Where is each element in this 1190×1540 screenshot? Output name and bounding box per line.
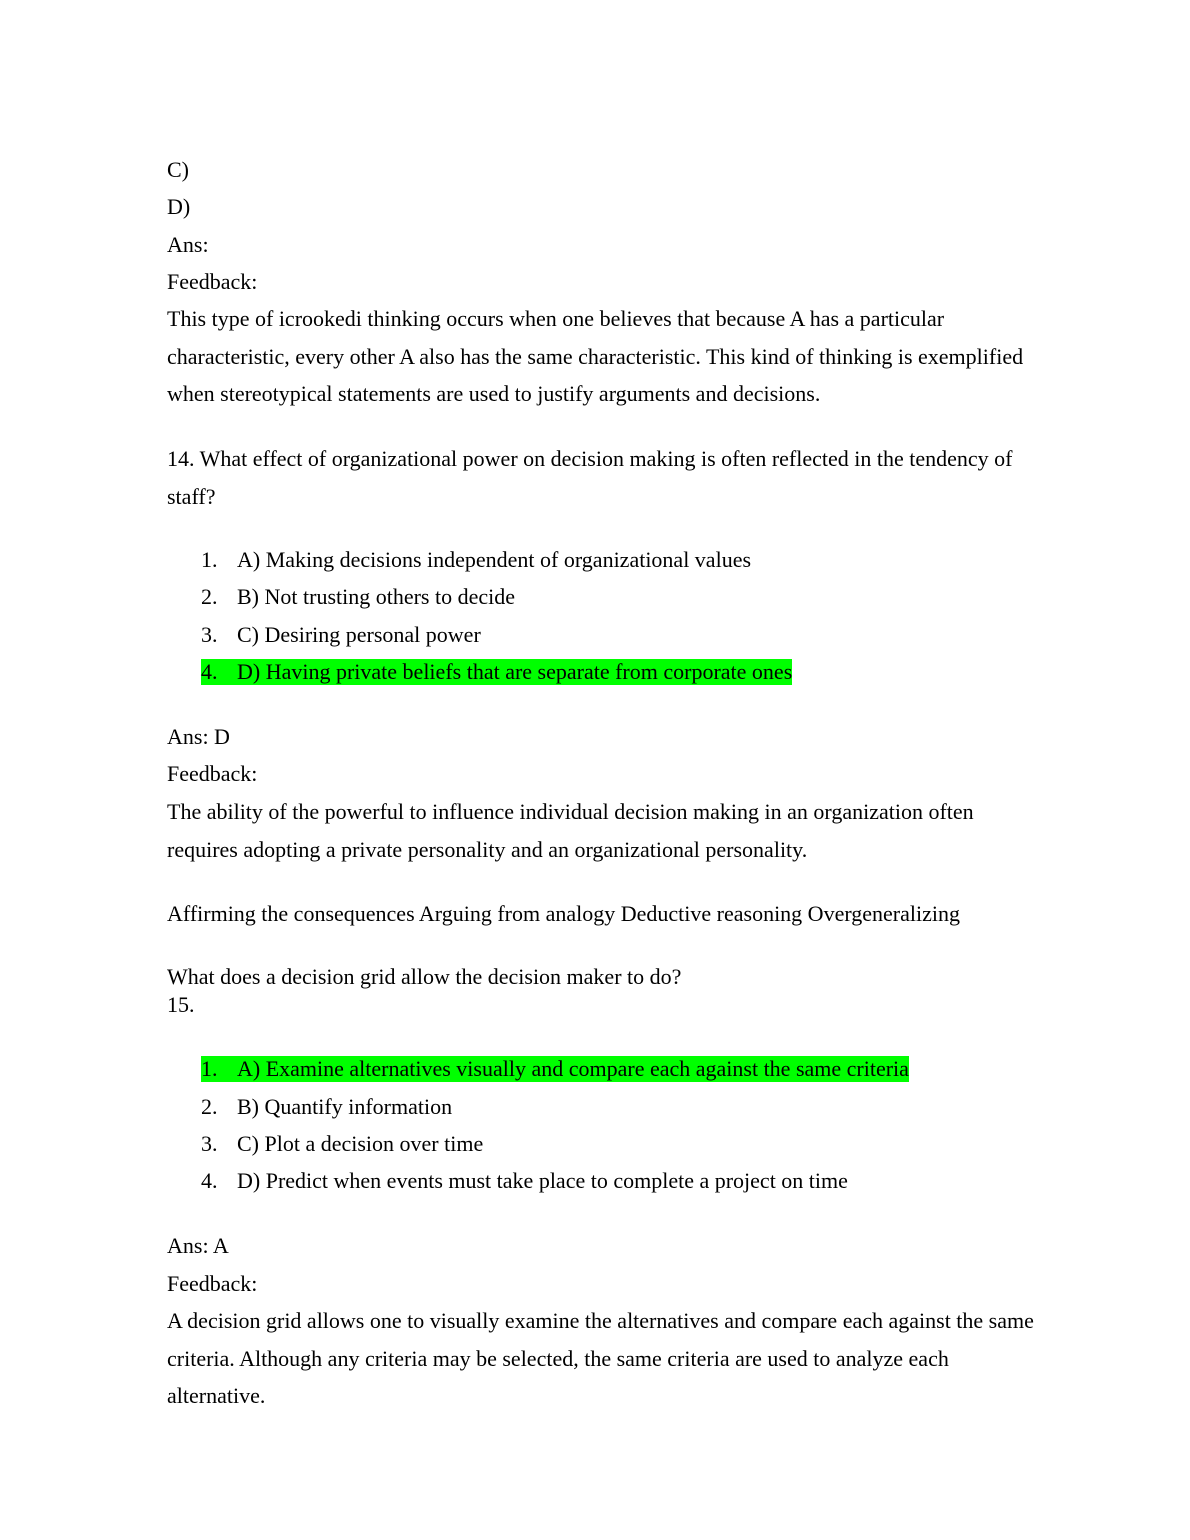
q15-feedback-label: Feedback: bbox=[167, 1271, 258, 1296]
q15-option-d bbox=[201, 1168, 848, 1194]
q14-option-c bbox=[201, 622, 481, 648]
q14-answer: Ans: D bbox=[167, 724, 230, 749]
option-number: 1. bbox=[201, 547, 218, 572]
option-number: 3. bbox=[201, 1131, 218, 1156]
q14-feedback-label: Feedback: bbox=[167, 761, 258, 786]
option-number: 2. bbox=[201, 1094, 218, 1119]
option-text: C) Desiring personal power bbox=[237, 622, 481, 647]
option-text: B) Quantify information bbox=[237, 1094, 453, 1119]
option-number: 2. bbox=[201, 584, 218, 609]
option-number: 3. bbox=[201, 622, 218, 647]
feedback-text: This type of icrookedi thinking occurs when one believes that because A has a particular characteristic, every other A also has the same characteristic. This kind of thinking is exemplified when stereotypical statements are used to justify arguments and decisions. bbox=[167, 306, 1024, 406]
option-text: D) Having private beliefs that are separate from corporate ones bbox=[237, 659, 793, 684]
option-text: C) Plot a decision over time bbox=[237, 1131, 484, 1156]
option-d-label: D) bbox=[167, 194, 191, 219]
option-number: 1. bbox=[201, 1056, 218, 1081]
option-number: 4. bbox=[201, 1168, 218, 1193]
option-text: B) Not trusting others to decide bbox=[237, 584, 516, 609]
q15-answer: Ans: A bbox=[167, 1233, 229, 1258]
q14-feedback-text: The ability of the powerful to influence individual decision making in an organization often requires adopting a private personality and an organizational personality. bbox=[167, 799, 974, 862]
question-15-text: What does a decision grid allow the decision maker to do? bbox=[167, 964, 682, 989]
option-text: A) Examine alternatives visually and compare each against the same criteria bbox=[237, 1056, 909, 1081]
option-text: A) Making decisions independent of organizational values bbox=[237, 547, 752, 572]
q15-option-b bbox=[201, 1094, 452, 1120]
option-number: 4. bbox=[201, 659, 218, 684]
stray-options-line: Affirming the consequences Arguing from analogy Deductive reasoning Overgeneralizing bbox=[167, 901, 960, 926]
q15-option-a-highlighted bbox=[201, 1056, 909, 1082]
feedback-label: Feedback: bbox=[167, 269, 258, 294]
option-c-label: C) bbox=[167, 157, 189, 182]
q14-option-d-highlighted bbox=[201, 659, 792, 685]
q14-option-b bbox=[201, 584, 515, 610]
question-15-number: 15. bbox=[167, 992, 195, 1017]
q14-option-a bbox=[201, 547, 751, 573]
question-14-text: 14. What effect of organizational power on decision making is often reflected in the tendency of staff? bbox=[167, 446, 1013, 509]
answer-label: Ans: bbox=[167, 232, 209, 257]
option-text: D) Predict when events must take place to complete a project on time bbox=[237, 1168, 848, 1193]
q15-option-c bbox=[201, 1131, 483, 1157]
q15-feedback-text: A decision grid allows one to visually examine the alternatives and compare each against the same criteria. Although any criteria may be selected, the same criteria are used to analyze each alternative. bbox=[167, 1308, 1034, 1408]
